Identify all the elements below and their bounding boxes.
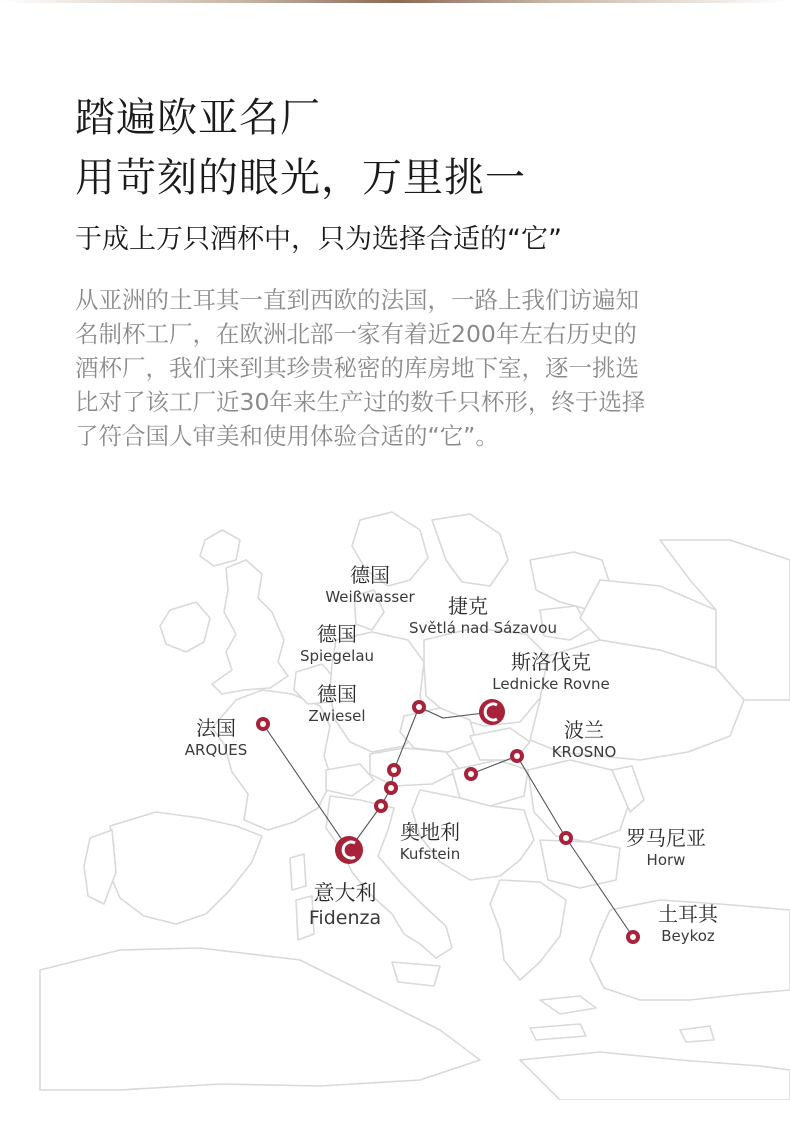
place-name: Beykoz: [661, 927, 715, 945]
location-label-spiegelau: [294, 622, 380, 666]
body-line: 名制杯工厂，在欧洲北部一家有着近200年左右历史的: [75, 320, 637, 348]
body-paragraph: [75, 283, 725, 453]
top-accent-bar: [0, 0, 790, 3]
marker-weisswasser: [412, 700, 426, 714]
country-name: 德国: [317, 682, 357, 706]
marker-krosno: [510, 749, 524, 763]
location-label-krosno: [542, 718, 626, 762]
marker-kufstein: [374, 799, 388, 813]
body-line: 从亚洲的土耳其一直到西欧的法国，一路上我们访遍知: [75, 286, 639, 314]
country-name: 德国: [317, 622, 357, 646]
country-name: 土耳其: [658, 902, 718, 926]
body-line: 酒杯厂，我们来到其珍贵秘密的库房地下室，逐一挑选: [75, 354, 639, 382]
country-name: 意大利: [313, 881, 377, 905]
marker-spiegelau: [387, 763, 401, 777]
country-name: 德国: [350, 563, 390, 587]
place-name: Fidenza: [308, 907, 382, 929]
country-name: 波兰: [564, 718, 604, 742]
page-subtitle: 于成上万只酒杯中，只为选择合适的“它”: [75, 224, 562, 255]
location-label-horw: [614, 826, 718, 870]
place-name: Horw: [646, 851, 686, 869]
country-name: 捷克: [448, 594, 488, 618]
marker-horw: [559, 831, 573, 845]
place-name: Spiegelau: [299, 647, 375, 665]
marker-arques: [256, 717, 270, 731]
country-name: 罗马尼亚: [626, 826, 706, 850]
marker-fidenza: [335, 836, 363, 864]
location-label-arques: [176, 716, 256, 760]
place-name: Světlá nad Sázavou: [409, 619, 557, 637]
marker-beykoz: [626, 930, 640, 944]
location-label-lednicke: [480, 650, 622, 694]
place-name: Lednicke Rovne: [492, 675, 610, 693]
location-label-beykoz: [648, 902, 728, 946]
country-name: 斯洛伐克: [511, 650, 591, 674]
body-line: 比对了该工厂近30年来生产过的数千只杯形，终于选择: [75, 388, 646, 416]
country-name: 法国: [196, 716, 236, 740]
location-label-zwiesel: [300, 682, 374, 726]
country-name: 奥地利: [400, 820, 460, 844]
place-name: KROSNO: [551, 743, 617, 761]
location-label-kufstein: [392, 820, 468, 864]
page-title-line-2: 用苛刻的眼光，万里挑一: [75, 155, 526, 201]
marker-lednicke-rovne: [479, 699, 505, 725]
place-name: Weißwasser: [325, 588, 415, 606]
marker-svetla: [464, 767, 478, 781]
body-line: 了符合国人审美和使用体验合适的“它”。: [75, 422, 499, 450]
location-label-svetla: [398, 594, 568, 638]
place-name: Kufstein: [399, 845, 461, 863]
location-label-fidenza: [300, 880, 390, 930]
marker-zwiesel: [384, 781, 398, 795]
page-title-line-1: 踏遍欧亚名厂: [75, 95, 321, 141]
place-name: ARQUES: [184, 741, 248, 759]
place-name: Zwiesel: [308, 707, 366, 725]
